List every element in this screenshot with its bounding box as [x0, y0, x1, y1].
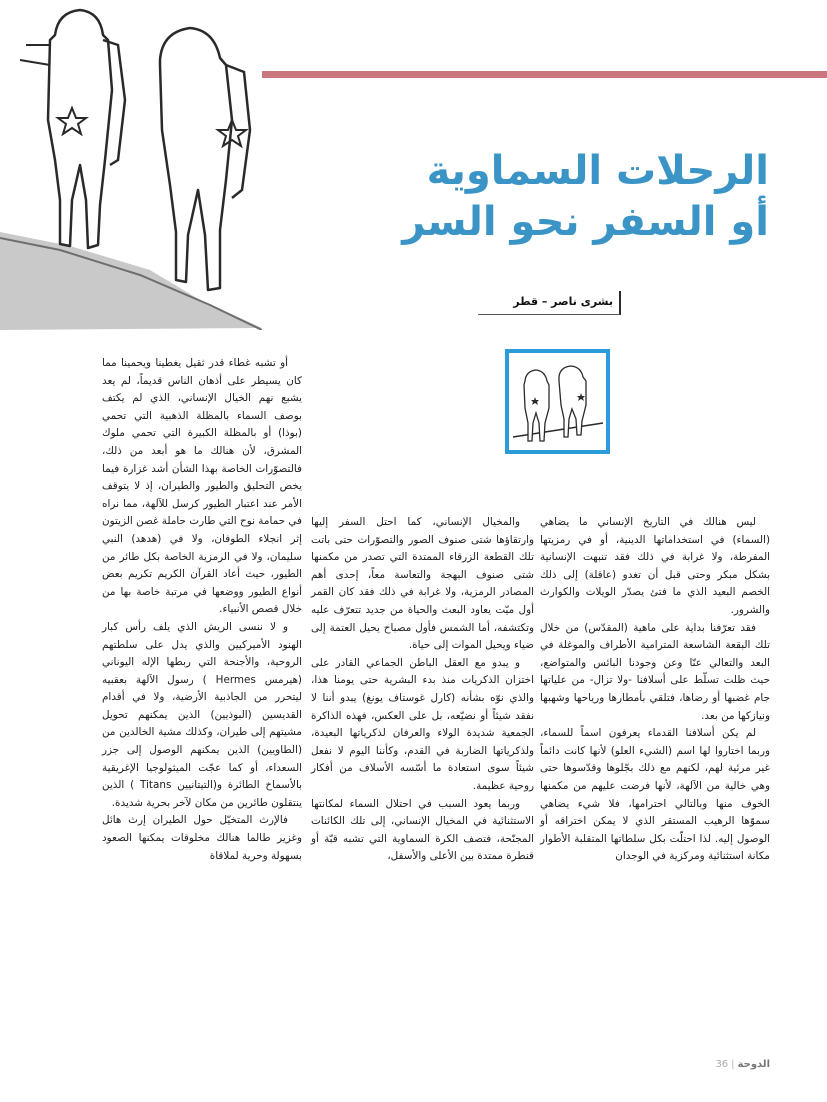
paragraph: ليس هنالك في التاريخ الإنساني ما يضاهي (السماء) في استخداماتها الدينية، أو في رمزيتها المفرطة، ولا غرابة في ذلك فقد تنبهت الإنسانية بشكل مبكر وحتى قبل أن تغدو (عاقلة) إلى ذلك الخصم البعيد الذي ما فتئ يصدّر الويلات والكوارث والشرور. [540, 516, 770, 616]
thumbnail-illustration [505, 349, 610, 454]
page-number: 36 [715, 1059, 729, 1070]
paragraph: و يبدو مع العقل الباطن الجماعي القادر على اختزان الذكريات منذ بدء البشرية حتى يومنا هذا، والذي نوّه بشأنه (كارل غوستاف يونغ) يبدو أننا لا نفقد شيئاً أو نضيّعه، بل على العكس، فهذه الذاكرة الجمعية شديدة الولاء والعرفان لذكرياتها البعيدة، ولذكرياتها الضاربة في القدم، وكأننا اليوم لا نفعل شيئاً سوى استعادة ما أسّسه الأسلاف من أفكار روحية عظيمة. [311, 656, 534, 792]
hero-illustration [0, 0, 262, 330]
thumbnail-figures-icon [509, 353, 606, 450]
magazine-name: الدوحة [737, 1059, 770, 1070]
paragraph: وربما يعود السبب في احتلال السماء لمكانتها الاستثنائية في المخيال الإنساني، إلى تلك الكائنات المجنّحة، فتصف الكرة السماوية التي تشبه قبّة أو قنطرة ممتدة بين الأعلى والأسفل، [311, 797, 534, 863]
text-column-3 [102, 355, 302, 1063]
paragraph: والمخيال الإنساني، كما احتل السفر إليها وارتقاؤها شتى صنوف الصور والتصوّرات حتى باتت تلك القطعة الزرقاء الممتدة التي تصدر من مكمنها شتى صنوف البهجة والتعاسة معاً، إحدى أهم المصادر الرمزية، ولا غرابة في ذلك فقد كان القمر أول ميّت يعاود البعث والحياة من جديد تتعرّف عليه وتكتشفه، أما الشمس فأول مصباح يحيل العتمة إلى ضياء ويحيل الموات إلى حياة. [311, 516, 534, 652]
paragraph: لم يكن أسلافنا القدماء يعرفون اسماً للسماء، وربما اختاروا لها اسم (الشيء العلو) لأنها كانت دائماً غير مرئية لهم، لكنهم مع ذلك بجّلوها وقدّسوها حتى وهي خالية من الآلهة، لأنها فرضت عليهم من مكمنها الخوف منها وبالتالي احترامها، فلا شيء يضاهي سموّها الرهيب المستقر الذي لا يمكن اختراقه أو الوصول إليه. لذا احتلّت بكل سلطاتها المتقلبة الأطوار مكانة استثنائية ومركزية في الوجدان [540, 727, 770, 863]
paragraph: و لا ننسى الريش الذي يلف رأس كبار الهنود الأميركيين والذي يدل على سلطتهم الروحية، والأجنحة التي ربطها الإله اليوناني (هيرمس Hermes ) رسول الآلهة بعقبيه ليتحرر من الجاذبية الأرضية، ولا في أقدام القديسين (البوذيين) الذين يمكنهم تحويل مشيتهم إلى طيران، وكذلك مشية الخالدين من (الطاويين) الذين يمكنهم الوصول إلى جزر السعداء، أو كما عجّت الميثولوجيا الإغريقية بالأسماخ الطائرة و(التيتانيين Titans ) الذين ينتقلون طائرين من مكان لآخر بحرية شديدة. [102, 620, 302, 809]
title-line-2: أو السفر نحو السر [402, 199, 769, 245]
author-byline: بشرى ناصر – قطر [478, 291, 621, 315]
footer-separator: | [731, 1059, 735, 1070]
page-footer [700, 1056, 770, 1074]
paragraph: فقد تعرّفنا بداية على ماهية (المقدّس) من خلال تلك البقعة الشاسعة المترامية الأطراف والموغلة في البعد والتعالي عنّا وعن وجودنا البائس والمتواضع، حيث ظلت تسلّط على أسلافنا -ولا تزال- من علياتها جام غضبها أو رضاها، فتلقي بأمطارها ورياحها وشهبها ونيازكها من بعد. [540, 621, 770, 722]
text-column-2 [311, 514, 534, 1062]
title-line-1: الرحلات السماوية [426, 148, 769, 194]
text-column-1 [540, 514, 770, 1062]
paragraph: أو تشبه غطاء قدر ثقيل يغطينا ويحمينا مما كان يسيطر على أذهان الناس قديماً، لم يعد يشبع نهم الخيال الإنساني، الذي لم يكتف بوصف السماء بالمظلة الذهبية التي تحمي (بوذا) أو بالمظلة الكبيرة التي تحمي ملوك المشرق، لأن هنالك ما هو أبعد من ذلك، فالتصوّرات الخاصة بهذا الشأن أشد غزارة فيما يخص التحليق والطيور والطيران، إذ لا يتوقف الأمر عند اعتبار الطيور كرسل للآلهة، مما نراه في حمامة نوح التي طارت حاملة غصن الزيتون إثر انجلاء الطوفان، ولا في (هدهد) النبي سليمان، ولا في الرمزية الخاصة بكل طائر من الطيور، حيث أعاد القرآن الكريم تكريم بعض أنواع الطيور ووضعها في مرتبة خاصة بها من خلال قصص الأنبياء. [102, 357, 302, 616]
paragraph: فالإرث المتخيّل حول الطيران إرث هائل وغزير طالما هنالك مخلوقات يمكنها الصعود بسهولة وحرية لملاقاة [102, 814, 302, 862]
article-title [369, 146, 769, 248]
